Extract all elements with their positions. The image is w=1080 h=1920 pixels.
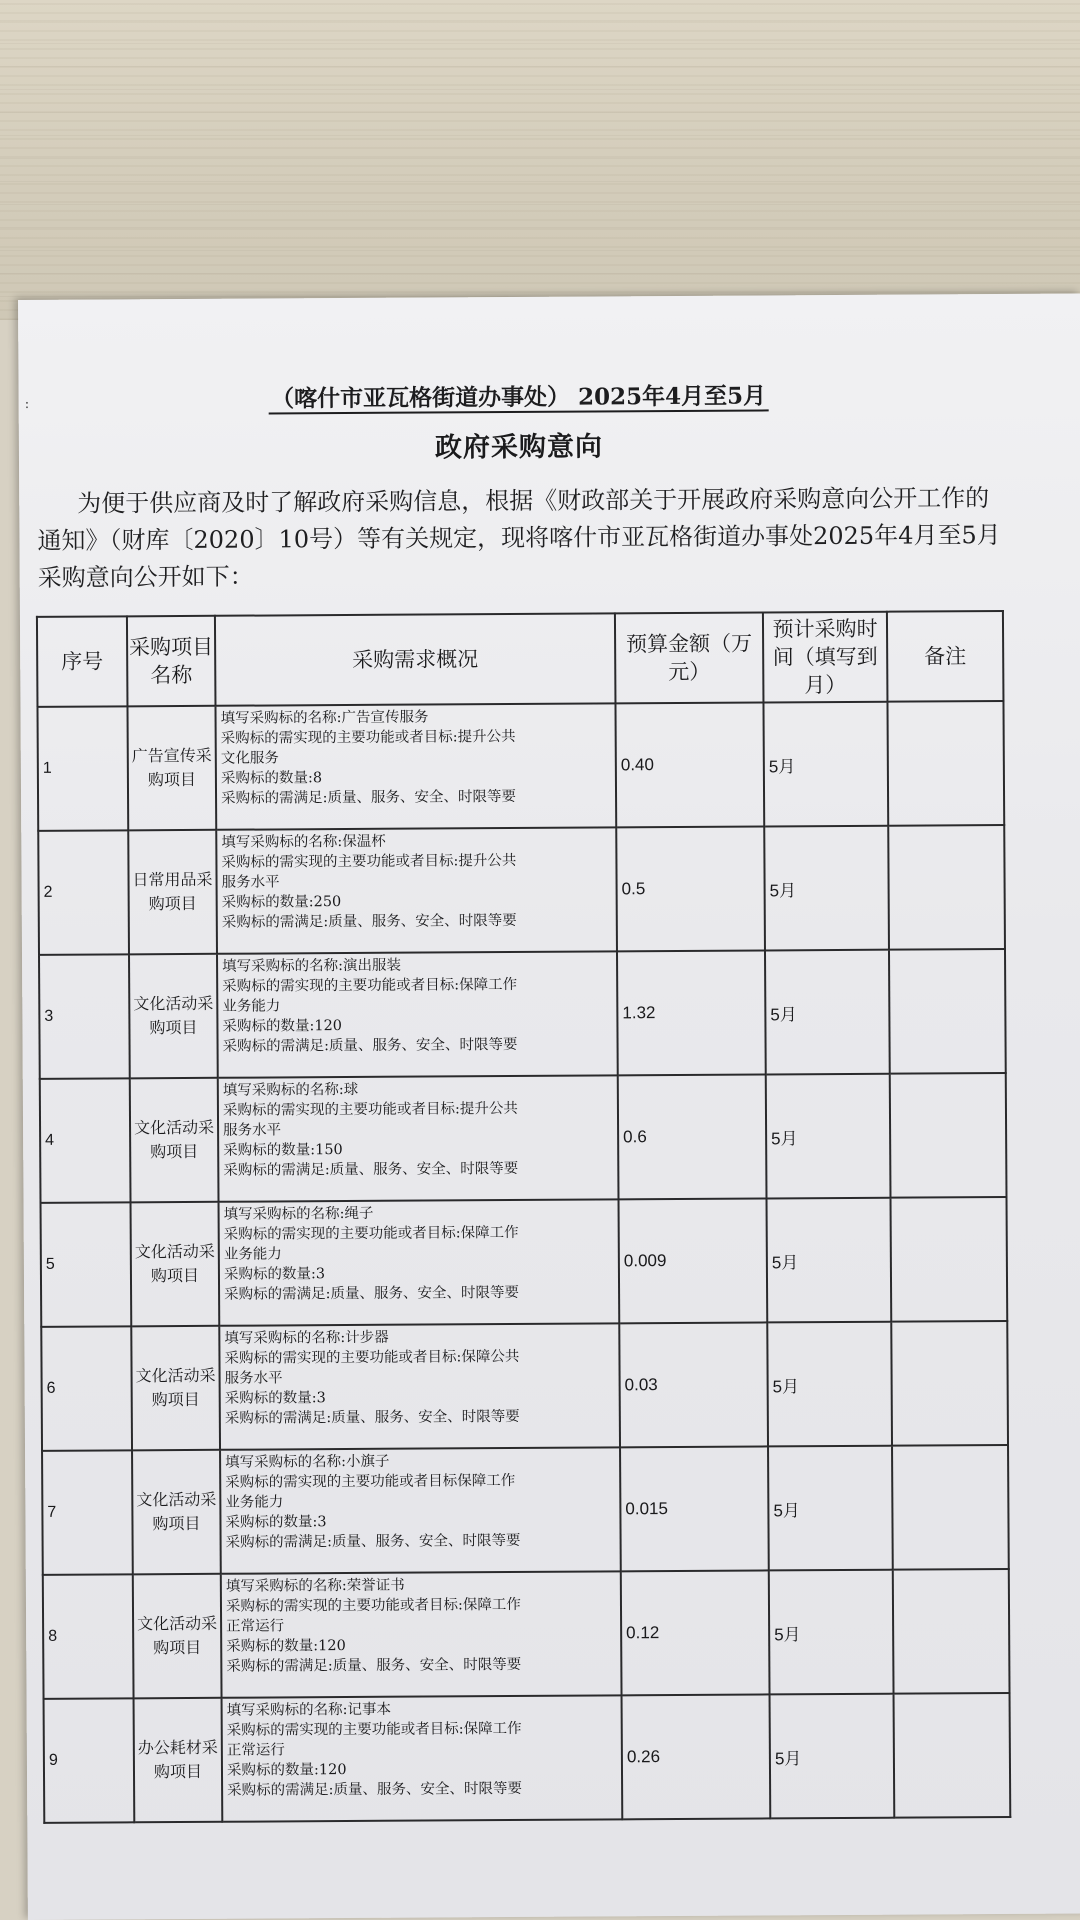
cell-amount: 0.009 (619, 1198, 768, 1323)
cell-no: 8 (43, 1574, 134, 1699)
cell-name: 文化活动采购项目 (130, 1078, 219, 1203)
desc-line-requirement: 采购标的需满足:质量、服务、安全、时限等要 (227, 1780, 523, 1799)
desc-line-goal-cont: 服务水平 (224, 1370, 283, 1387)
cell-desc (216, 827, 617, 953)
desc-line-goal: 采购标的需实现的主要功能或者目标:保障工作 (225, 1596, 521, 1615)
cell-desc (218, 1075, 619, 1201)
desc-line-goal-cont: 业务能力 (222, 998, 281, 1015)
desc-line-name: 填写采购标的名称:绳子 (223, 1205, 374, 1223)
cell-desc (217, 951, 618, 1077)
table-header-row (37, 611, 1004, 707)
desc-line-requirement: 采购标的需满足:质量、服务、安全、时限等要 (223, 1160, 519, 1179)
cell-desc (219, 1323, 620, 1449)
cell-note (892, 1445, 1009, 1570)
table-row (39, 949, 1006, 1079)
cell-desc (222, 1695, 623, 1821)
desc-line-quantity: 采购标的数量:150 (223, 1142, 343, 1159)
desc-line-goal-cont: 正常运行 (226, 1618, 285, 1635)
desc-line-requirement: 采购标的需满足:质量、服务、安全、时限等要 (225, 1532, 521, 1551)
desc-line-goal: 采购标的需实现的主要功能或者目标:保障工作 (223, 1224, 519, 1243)
cell-desc (219, 1199, 620, 1325)
cell-amount: 0.015 (620, 1446, 769, 1571)
header-note: 备注 (887, 611, 1004, 702)
header-amount: 预算金额（万元） (615, 612, 764, 703)
cell-name: 文化活动采购项目 (131, 1326, 220, 1451)
desc-line-name: 填写采购标的名称:小旗子 (225, 1453, 390, 1471)
table-row (41, 1197, 1008, 1327)
desc-line-goal-cont: 服务水平 (221, 874, 280, 891)
cell-name: 日常用品采购项目 (128, 830, 217, 955)
cell-no: 4 (40, 1078, 131, 1203)
cell-name: 办公耗材采购项目 (134, 1698, 223, 1823)
cell-time: 5月 (769, 1570, 894, 1695)
cell-name: 文化活动采购项目 (133, 1574, 222, 1699)
desc-line-quantity: 采购标的数量:3 (224, 1390, 326, 1407)
cell-amount: 1.32 (617, 950, 766, 1075)
cell-no: 6 (41, 1326, 132, 1451)
desc-line-quantity: 采购标的数量:120 (226, 1762, 347, 1779)
header-desc: 采购需求概况 (215, 613, 616, 705)
table-row (44, 1693, 1011, 1823)
paper-mark: : (24, 395, 30, 412)
cell-time: 5月 (767, 1198, 892, 1323)
document-page (18, 294, 1080, 1920)
desc-line-quantity: 采购标的数量:3 (225, 1514, 327, 1531)
table-row (41, 1321, 1008, 1451)
desc-line-name: 填写采购标的名称:记事本 (226, 1701, 392, 1719)
cell-no: 9 (44, 1698, 135, 1823)
desc-line-requirement: 采购标的需满足:质量、服务、安全、时限等要 (224, 1284, 520, 1303)
desc-line-quantity: 采购标的数量:120 (226, 1638, 346, 1655)
cell-name: 广告宣传采购项目 (127, 706, 216, 831)
header-time: 预计采购时间（填写到月） (763, 612, 888, 703)
cell-no: 2 (38, 830, 129, 955)
desc-line-goal-cont: 业务能力 (223, 1246, 282, 1263)
cell-note (894, 1693, 1011, 1818)
desc-line-quantity: 采购标的数量:8 (220, 770, 323, 787)
desc-line-goal: 采购标的需实现的主要功能或者目标:保障工作 (226, 1720, 522, 1739)
table-row (43, 1569, 1010, 1699)
cell-no: 1 (37, 706, 128, 831)
desc-line-name: 填写采购标的名称:广告宣传服务 (220, 709, 429, 727)
cell-note (890, 1197, 1007, 1322)
cell-name: 文化活动采购项目 (129, 954, 218, 1079)
cell-no: 7 (42, 1450, 133, 1575)
desc-line-requirement: 采购标的需满足:质量、服务、安全、时限等要 (224, 1408, 520, 1427)
cell-note (889, 949, 1006, 1074)
document-title: 政府采购意向 (434, 431, 604, 464)
header-name: 采购项目名称 (127, 616, 216, 707)
desc-line-requirement: 采购标的需满足:质量、服务、安全、时限等要 (222, 1036, 518, 1055)
document-header (19, 376, 1019, 415)
cell-time: 5月 (767, 1322, 892, 1447)
cell-note (893, 1569, 1010, 1694)
cell-amount: 0.26 (622, 1694, 771, 1819)
cell-note (888, 825, 1005, 950)
cell-note (891, 1321, 1008, 1446)
desc-line-goal: 采购标的需实现的主要功能或者目标保障工作 (225, 1472, 516, 1491)
desc-line-goal-cont: 文化服务 (220, 750, 279, 767)
desc-line-name: 填写采购标的名称:球 (222, 1081, 359, 1099)
desc-line-goal-cont: 正常运行 (226, 1742, 285, 1759)
header-no: 序号 (37, 616, 128, 707)
cell-amount: 0.6 (618, 1074, 767, 1199)
cell-time: 5月 (770, 1694, 895, 1819)
cell-amount: 0.03 (619, 1322, 768, 1447)
desc-line-goal: 采购标的需实现的主要功能或者目标:提升公共 (221, 852, 517, 871)
desc-line-requirement: 采购标的需满足:质量、服务、安全、时限等要 (226, 1656, 522, 1675)
cell-name: 文化活动采购项目 (132, 1450, 221, 1575)
cell-time: 5月 (768, 1446, 893, 1571)
desc-line-requirement: 采购标的需满足:质量、服务、安全、时限等要 (221, 788, 516, 807)
table-row (42, 1445, 1009, 1575)
desc-line-requirement: 采购标的需满足:质量、服务、安全、时限等要 (221, 912, 517, 931)
desc-line-name: 填写采购标的名称:演出服装 (222, 957, 402, 975)
cell-note (890, 1073, 1007, 1198)
desc-line-name: 填写采购标的名称:荣誉证书 (225, 1577, 405, 1595)
desc-line-goal: 采购标的需实现的主要功能或者目标:保障工作 (222, 976, 518, 995)
cell-time: 5月 (765, 950, 890, 1075)
cell-desc (220, 1447, 621, 1573)
desc-line-goal-cont: 业务能力 (225, 1494, 284, 1511)
table-row (38, 825, 1005, 955)
desc-line-quantity: 采购标的数量:120 (222, 1018, 343, 1035)
cell-no: 3 (39, 954, 130, 1079)
desc-line-goal: 采购标的需实现的主要功能或者目标:保障公共 (224, 1348, 520, 1367)
cell-time: 5月 (764, 826, 889, 951)
header-text: （喀什市亚瓦格街道办事处） 2025年4月至5月 (269, 382, 768, 414)
desc-line-name: 填写采购标的名称:保温杯 (221, 833, 386, 851)
cell-time: 5月 (763, 702, 888, 827)
table-row (37, 701, 1004, 831)
cell-desc (215, 703, 616, 829)
cell-name: 文化活动采购项目 (131, 1202, 220, 1327)
desc-line-goal: 采购标的需实现的主要功能或者目标:提升公共 (220, 728, 516, 747)
procurement-table (36, 610, 1011, 1824)
desc-line-quantity: 采购标的数量:3 (223, 1266, 326, 1283)
cell-no: 5 (41, 1202, 132, 1327)
table-row (40, 1073, 1007, 1203)
desc-line-quantity: 采购标的数量:250 (221, 894, 342, 911)
cell-time: 5月 (766, 1074, 891, 1199)
cell-amount: 0.40 (615, 702, 764, 827)
intro-paragraph: 为便于供应商及时了解政府采购信息，根据《财政部关于开展政府采购意向公开工作的通知》（财库〔2020〕10号）等有关规定，现将喀什市亚瓦格街道办事处2025年4月至5月采购意向公开如下： (37, 484, 1001, 592)
cell-amount: 0.5 (616, 826, 765, 951)
desc-line-goal: 采购标的需实现的主要功能或者目标:提升公共 (222, 1100, 518, 1119)
desc-line-goal-cont: 服务水平 (223, 1122, 282, 1139)
cell-note (887, 701, 1004, 826)
desk-background (0, 0, 1080, 320)
cell-desc (221, 1571, 622, 1697)
cell-amount: 0.12 (621, 1570, 770, 1695)
desc-line-name: 填写采购标的名称:计步器 (224, 1329, 389, 1347)
